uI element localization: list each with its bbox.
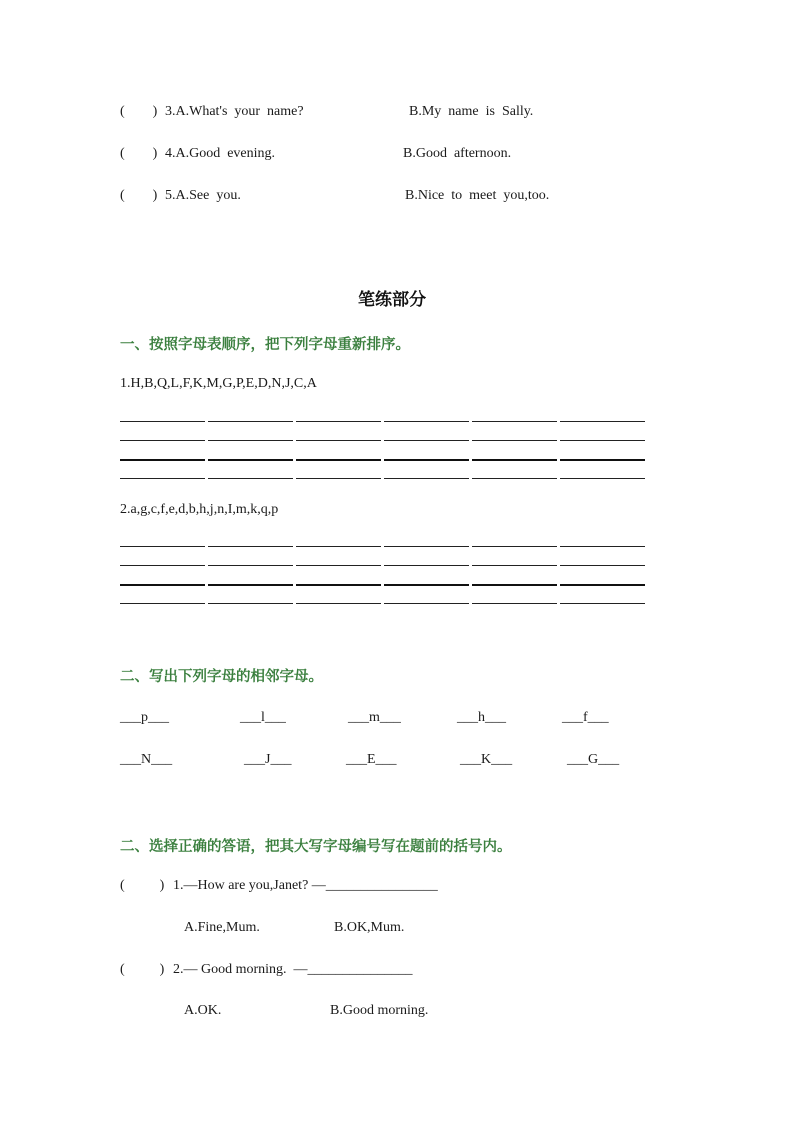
question-text: 2.— Good morning. —_______________ (173, 962, 413, 977)
neighbor-letter-blank[interactable]: ___l___ (240, 710, 286, 725)
neighbor-letter-blank[interactable]: ___J___ (244, 752, 292, 767)
writing-line-segment (384, 440, 469, 441)
neighbor-letter-blank[interactable]: ___h___ (457, 710, 506, 725)
writing-line-segment (560, 440, 645, 441)
writing-line-segment (472, 440, 557, 441)
writing-line-segment (208, 459, 293, 461)
writing-line-segment (296, 584, 381, 586)
answer-bracket[interactable]: ( ) (120, 878, 165, 893)
writing-line-segment (560, 603, 645, 604)
writing-line-segment (296, 546, 381, 547)
writing-line-segment (208, 584, 293, 586)
option-a: A.Fine,Mum. (184, 920, 260, 935)
section-heading: 二、选择正确的答语，把其大写字母编号写在题前的括号内。 (120, 839, 512, 855)
writing-line-segment (472, 478, 557, 479)
answer-bracket[interactable]: ( ) (120, 104, 158, 119)
writing-line-segment (384, 546, 469, 547)
section-heading: 二、写出下列字母的相邻字母。 (120, 669, 323, 685)
writing-line-segment (208, 421, 293, 422)
writing-line-segment (296, 421, 381, 422)
neighbor-letter-blank[interactable]: ___m___ (348, 710, 401, 725)
writing-line-segment (472, 546, 557, 547)
answer-bracket[interactable]: ( ) (120, 962, 165, 977)
writing-line-segment (296, 565, 381, 566)
writing-line-segment (208, 478, 293, 479)
writing-line-segment (120, 440, 205, 441)
writing-line-segment (472, 584, 557, 586)
writing-line-segment (560, 478, 645, 479)
neighbor-letter-blank[interactable]: ___E___ (346, 752, 397, 767)
writing-line-segment (208, 603, 293, 604)
writing-line-segment (120, 421, 205, 422)
question-text: 1.—How are you,Janet? —________________ (173, 878, 438, 893)
writing-line-segment (384, 459, 469, 461)
neighbor-letter-blank[interactable]: ___G___ (567, 752, 620, 767)
writing-line-segment (472, 565, 557, 566)
neighbor-letter-blank[interactable]: ___p___ (120, 710, 169, 725)
writing-line-segment (120, 478, 205, 479)
writing-line-segment (384, 603, 469, 604)
writing-lines-2[interactable] (120, 546, 646, 606)
question-letters-lower: 2.a,g,c,f,e,d,b,h,j,n,I,m,k,q,p (120, 502, 279, 517)
writing-line-segment (560, 584, 645, 586)
writing-line-segment (296, 440, 381, 441)
writing-line-segment (208, 546, 293, 547)
writing-line-segment (296, 603, 381, 604)
writing-line-segment (472, 459, 557, 461)
writing-line-segment (208, 565, 293, 566)
option-b: B.Good morning. (330, 1003, 429, 1018)
option-b: B.My name is Sally. (409, 104, 534, 119)
writing-line-segment (296, 459, 381, 461)
option-a: 3.A.What's your name? (165, 104, 304, 119)
answer-bracket[interactable]: ( ) (120, 188, 158, 203)
neighbor-letter-blank[interactable]: ___N___ (120, 752, 173, 767)
part-title: 笔练部分 (358, 290, 426, 310)
section-heading: 一、按照字母表顺序，把下列字母重新排序。 (120, 337, 410, 353)
writing-line-segment (120, 565, 205, 566)
option-a: A.OK. (184, 1003, 222, 1018)
writing-line-segment (560, 421, 645, 422)
writing-line-segment (384, 565, 469, 566)
writing-line-segment (472, 603, 557, 604)
neighbor-letter-blank[interactable]: ___K___ (460, 752, 513, 767)
writing-line-segment (120, 603, 205, 604)
writing-lines-1[interactable] (120, 421, 646, 481)
writing-line-segment (120, 459, 205, 461)
writing-line-segment (120, 546, 205, 547)
writing-line-segment (208, 440, 293, 441)
writing-line-segment (472, 421, 557, 422)
writing-line-segment (120, 584, 205, 586)
option-b: B.OK,Mum. (334, 920, 405, 935)
neighbor-letter-blank[interactable]: ___f___ (562, 710, 609, 725)
answer-bracket[interactable]: ( ) (120, 146, 158, 161)
writing-line-segment (384, 584, 469, 586)
option-a: 4.A.Good evening. (165, 146, 276, 161)
writing-line-segment (560, 565, 645, 566)
option-b: B.Nice to meet you,too. (405, 188, 550, 203)
option-b: B.Good afternoon. (403, 146, 512, 161)
option-a: 5.A.See you. (165, 188, 241, 203)
writing-line-segment (296, 478, 381, 479)
question-letters-upper: 1.H,B,Q,L,F,K,M,G,P,E,D,N,J,C,A (120, 376, 317, 391)
writing-line-segment (384, 421, 469, 422)
writing-line-segment (560, 459, 645, 461)
writing-line-segment (384, 478, 469, 479)
writing-line-segment (560, 546, 645, 547)
